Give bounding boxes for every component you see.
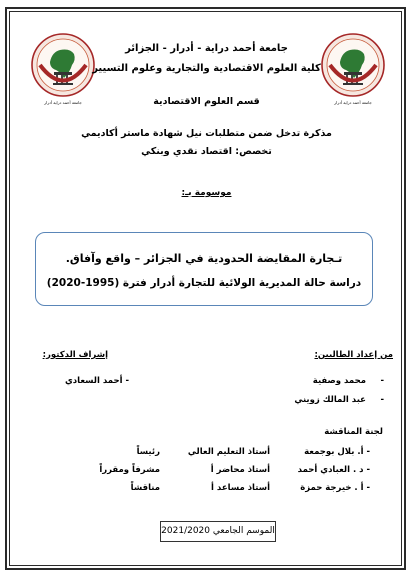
university-name: جامعة أحمد دراية - أدرار - الجزائر bbox=[125, 43, 288, 54]
student-bullet: - bbox=[380, 395, 384, 405]
faculty-name: كلية العلوم الاقتصادية والتجارية وعلوم التسيير bbox=[92, 63, 321, 74]
academic-season: الموسم الجامعي 2021/2020 bbox=[160, 521, 276, 542]
committee-member-name: - أ . خيرجة حمزة bbox=[300, 483, 370, 493]
committee-member-rank: أستاذ مساعد أ bbox=[211, 483, 270, 493]
logo-caption-left: جامعة أحمد دراية أدرار bbox=[44, 100, 82, 105]
committee-member-rank: أستاذ محاضر أ bbox=[210, 465, 270, 475]
thesis-title-box bbox=[35, 232, 373, 306]
department-name: قسم العلوم الاقتصادية bbox=[153, 96, 260, 107]
logo-caption-right: جامعة أحمد دراية أدرار bbox=[334, 100, 372, 105]
committee-member-name: - أ. بلال بوجمعة bbox=[304, 447, 370, 457]
committee-heading: لجنة المناقشة bbox=[324, 427, 383, 437]
student-name: عبد المالك زويني bbox=[294, 395, 366, 405]
student-bullet: - bbox=[380, 376, 384, 386]
supervision-heading: إشراف الدكتور: bbox=[42, 350, 108, 360]
thesis-title-subtitle: دراسة حالة المديرية الولائية للتجارة أدرار فترة (1995-2020) bbox=[46, 277, 362, 289]
committee-member-rank: أستاذ التعليم العالي bbox=[187, 447, 270, 457]
specialization: تخصص: اقتصاد نقدي وبنكي bbox=[141, 146, 272, 157]
student-name: محمد وصفية bbox=[312, 376, 366, 386]
committee-member-role: رئيساً bbox=[136, 447, 160, 457]
memo-purpose: مذكرة تدخل ضمن متطلبات نيل شهادة ماستر أكاديمي bbox=[81, 128, 332, 139]
committee-member-role: مناقشاً bbox=[130, 483, 160, 493]
titled-label: موسومة بـ: bbox=[181, 188, 232, 198]
prepared-by-heading: من إعداد الطالبين: bbox=[314, 350, 393, 360]
thesis-title-main: تـجارة المقايضة الحدودية في الجزائر – واقع وآفاق. bbox=[65, 252, 343, 265]
committee-member-role: مشرفاً ومقرراً bbox=[99, 465, 160, 475]
supervisor-name: - أحمد السعادي bbox=[65, 376, 129, 386]
committee-member-name: - د . العبادي أحمد bbox=[297, 465, 370, 475]
